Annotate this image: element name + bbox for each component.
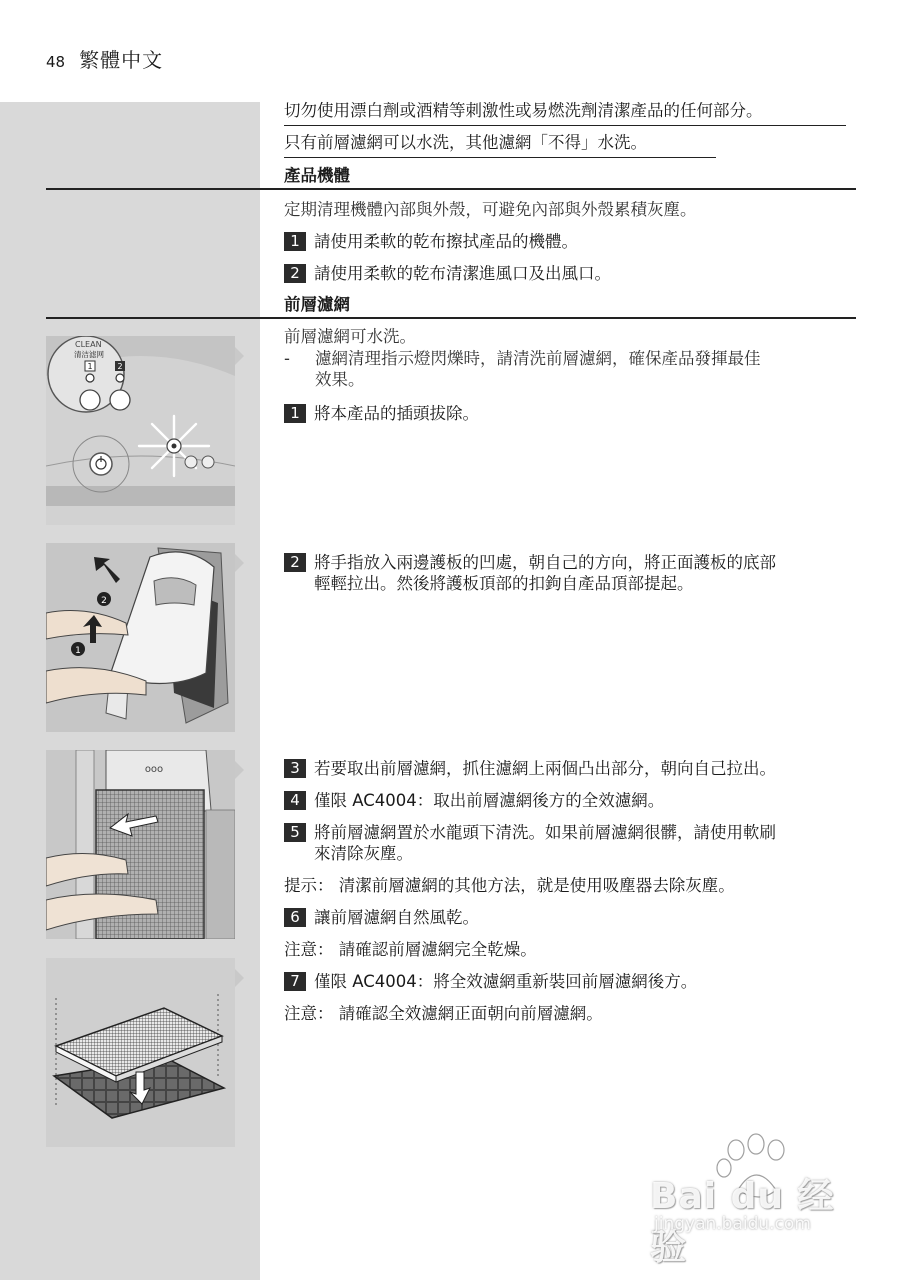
step-text: 請使用柔軟的乾布清潔進風口及出風口。 bbox=[314, 264, 611, 283]
figure-pointer bbox=[235, 554, 244, 572]
step-number: 2 bbox=[284, 553, 306, 572]
step-number: 3 bbox=[284, 759, 306, 778]
filter-tip: 提示： 清潔前層濾網的其他方法，就是使用吸塵器去除灰塵。 bbox=[284, 876, 735, 895]
step-text: 讓前層濾網自然風乾。 bbox=[314, 908, 479, 927]
step-number: 4 bbox=[284, 791, 306, 810]
figure-pointer bbox=[235, 347, 244, 365]
filter-step-1 bbox=[284, 403, 479, 424]
filter-intro: 前層濾網可水洗。 bbox=[284, 327, 416, 346]
svg-text:ooo: ooo bbox=[144, 764, 164, 775]
filter-step-4 bbox=[284, 790, 664, 811]
step-text: 僅限 AC4004：取出前層濾網後方的全效濾網。 bbox=[314, 791, 665, 810]
callout-1: 1 bbox=[75, 646, 81, 656]
section-heading-filter: 前層濾網 bbox=[284, 295, 350, 314]
warning-2: 只有前層濾網可以水洗，其他濾網「不得」水洗。 bbox=[284, 132, 716, 158]
step-text: 將本產品的插頭拔除。 bbox=[314, 404, 479, 423]
step-text: 將手指放入兩邊護板的凹處，朝自己的方向，將正面護板的底部 輕輕拉出。然後將護板頂部的扣鉤自產品頂部提起。 bbox=[314, 553, 776, 593]
figure-pointer bbox=[235, 761, 244, 779]
page-header bbox=[46, 44, 163, 73]
filter-step-6 bbox=[284, 907, 479, 928]
page-number: 48 bbox=[46, 53, 66, 71]
baidu-watermark bbox=[640, 1130, 870, 1268]
filter-label: 清洁滤网 bbox=[74, 350, 104, 359]
filter-bullet-line-1: 濾網清理指示燈閃爍時，請清洗前層濾網，確保產品發揮最佳 bbox=[315, 349, 761, 368]
step-text: 將前層濾網置於水龍頭下清洗。如果前層濾網很髒，請使用軟刷 來清除灰塵。 bbox=[314, 823, 776, 863]
figure-filter-assembly bbox=[46, 958, 235, 1147]
filter-step-5 bbox=[284, 822, 776, 864]
page-language: 繁體中文 bbox=[79, 48, 164, 72]
step-number: 2 bbox=[284, 264, 306, 283]
step-number: 5 bbox=[284, 823, 306, 842]
figure-remove-panel bbox=[46, 543, 235, 732]
step-number: 7 bbox=[284, 972, 306, 991]
filter-step-7 bbox=[284, 971, 697, 992]
filter-bullet-dash: - bbox=[284, 349, 290, 368]
filter-step-3 bbox=[284, 758, 776, 779]
filter-note-1: 注意： 請確認前層濾網完全乾燥。 bbox=[284, 940, 537, 959]
section-heading-body: 產品機體 bbox=[284, 166, 350, 185]
number-1-label: 1 bbox=[87, 362, 93, 371]
figure-pointer bbox=[235, 969, 244, 987]
section-rule bbox=[46, 188, 856, 190]
step-text: 僅限 AC4004：將全效濾網重新裝回前層濾網後方。 bbox=[314, 972, 698, 991]
body-intro: 定期清理機體內部與外殼，可避免內部與外殼累積灰塵。 bbox=[284, 200, 697, 219]
step-text: 請使用柔軟的乾布擦拭產品的機體。 bbox=[314, 232, 578, 251]
watermark-url: jingyan.baidu.com bbox=[654, 1214, 811, 1234]
filter-step-2 bbox=[284, 552, 776, 594]
clean-label: CLEAN bbox=[75, 340, 102, 349]
body-step-1 bbox=[284, 231, 578, 252]
filter-note-2: 注意： 請確認全效濾網正面朝向前層濾網。 bbox=[284, 1004, 603, 1023]
section-rule bbox=[46, 317, 856, 319]
figure-pull-filter bbox=[46, 750, 235, 939]
warning-1: 切勿使用漂白劑或酒精等刺激性或易燃洗劑清潔產品的任何部分。 bbox=[284, 100, 846, 126]
step-number: 1 bbox=[284, 232, 306, 251]
figure-control-panel bbox=[46, 336, 235, 525]
step-number: 6 bbox=[284, 908, 306, 927]
step-number: 1 bbox=[284, 404, 306, 423]
filter-bullet-line-2: 效果。 bbox=[315, 370, 365, 389]
callout-2: 2 bbox=[101, 596, 107, 606]
step-text: 若要取出前層濾網，抓住濾網上兩個凸出部分，朝向自己拉出。 bbox=[314, 759, 776, 778]
number-2-label: 2 bbox=[117, 362, 123, 371]
body-step-2 bbox=[284, 263, 611, 284]
watermark-brand: Bai du 经验 bbox=[650, 1176, 835, 1268]
